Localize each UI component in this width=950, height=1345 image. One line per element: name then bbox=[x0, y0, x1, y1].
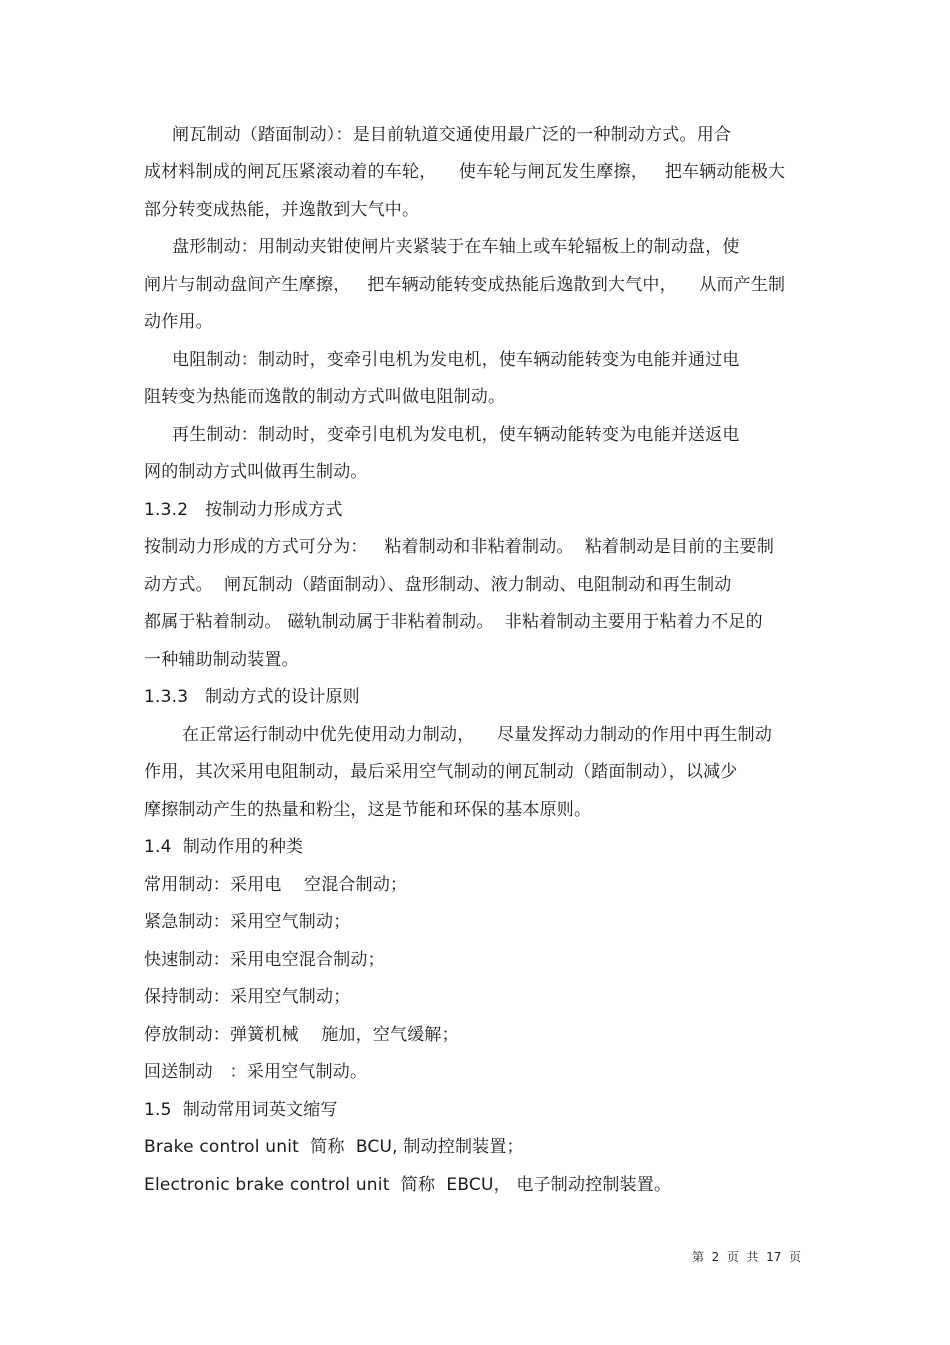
paragraph-shoe-brake-line-1: 闸瓦制动（踏面制动）：是目前轨道交通使用最广泛的一种制动方式。用合 bbox=[172, 125, 732, 145]
paragraph-design-principle-line-2: 作用，其次采用电阻制动，最后采用空气制动的闸瓦制动（踏面制动），以减少 bbox=[144, 762, 738, 782]
paragraph-adhesion-line-4: 一种辅助制动装置。 bbox=[144, 650, 299, 670]
paragraph-adhesion-line-3: 都属于粘着制动。 磁轨制动属于非粘着制动。 非粘着制动主要用于粘着力不足的 bbox=[144, 612, 763, 632]
paragraph-adhesion-line-1: 按制动力形成的方式可分为： 粘着制动和非粘着制动。 粘着制动是目前的主要制 bbox=[144, 537, 775, 557]
paragraph-shoe-brake-line-2: 成材料制成的闸瓦压紧滚动着的车轮， 使车轮与闸瓦发生摩擦， 把车辆动能极大 bbox=[144, 162, 786, 182]
paragraph-regen-brake-line-1: 再生制动：制动时，变牵引电机为发电机，使车辆动能转变为电能并送返电 bbox=[172, 425, 740, 445]
paragraph-design-principle-line-1: 在正常运行制动中优先使用动力制动， 尽量发挥动力制动的作用中再生制动 bbox=[182, 725, 773, 745]
paragraph-regen-brake-line-2: 网的制动方式叫做再生制动。 bbox=[144, 462, 368, 482]
section-heading-1-3-3: 1.3.3 制动方式的设计原则 bbox=[144, 687, 360, 707]
list-item: 停放制动：弹簧机械 施加，空气缓解； bbox=[144, 1025, 459, 1045]
list-item: 常用制动：采用电 空混合制动； bbox=[144, 875, 408, 895]
paragraph-shoe-brake-line-3: 部分转变成热能，并逸散到大气中。 bbox=[144, 200, 420, 220]
abbreviation-bcu: Brake control unit 简称 BCU, 制动控制装置； bbox=[144, 1137, 524, 1157]
list-item: 紧急制动：采用空气制动； bbox=[144, 912, 351, 932]
list-item: 快速制动：采用电空混合制动； bbox=[144, 950, 385, 970]
list-item: 保持制动：采用空气制动； bbox=[144, 987, 351, 1007]
paragraph-disc-brake-line-2: 闸片与制动盘间产生摩擦， 把车辆动能转变成热能后逸散到大气中， 从而产生制 bbox=[144, 275, 786, 295]
page-number: 第 2 页 共 17 页 bbox=[692, 1250, 802, 1264]
paragraph-resistor-brake-line-1: 电阻制动：制动时，变牵引电机为发电机，使车辆动能转变为电能并通过电 bbox=[172, 350, 740, 370]
paragraph-disc-brake-line-1: 盘形制动：用制动夹钳使闸片夹紧装于在车轴上或车轮辐板上的制动盘，使 bbox=[172, 237, 740, 257]
section-heading-1-4: 1.4 制动作用的种类 bbox=[144, 837, 304, 857]
paragraph-design-principle-line-3: 摩擦制动产生的热量和粉尘，这是节能和环保的基本原则。 bbox=[144, 800, 592, 820]
abbreviation-ebcu: Electronic brake control unit 简称 EBCU， 电子制动控制装置。 bbox=[144, 1175, 672, 1195]
paragraph-adhesion-line-2: 动方式。 闸瓦制动（踏面制动）、盘形制动、液力制动、电阻制动和再生制动 bbox=[144, 575, 732, 595]
paragraph-resistor-brake-line-2: 阻转变为热能而逸散的制动方式叫做电阻制动。 bbox=[144, 387, 506, 407]
section-heading-1-3-2: 1.3.2 按制动力形成方式 bbox=[144, 500, 343, 520]
section-heading-1-5: 1.5 制动常用词英文缩写 bbox=[144, 1100, 338, 1120]
paragraph-disc-brake-line-3: 动作用。 bbox=[144, 312, 213, 332]
list-item: 回送制动 ：采用空气制动。 bbox=[144, 1062, 368, 1082]
